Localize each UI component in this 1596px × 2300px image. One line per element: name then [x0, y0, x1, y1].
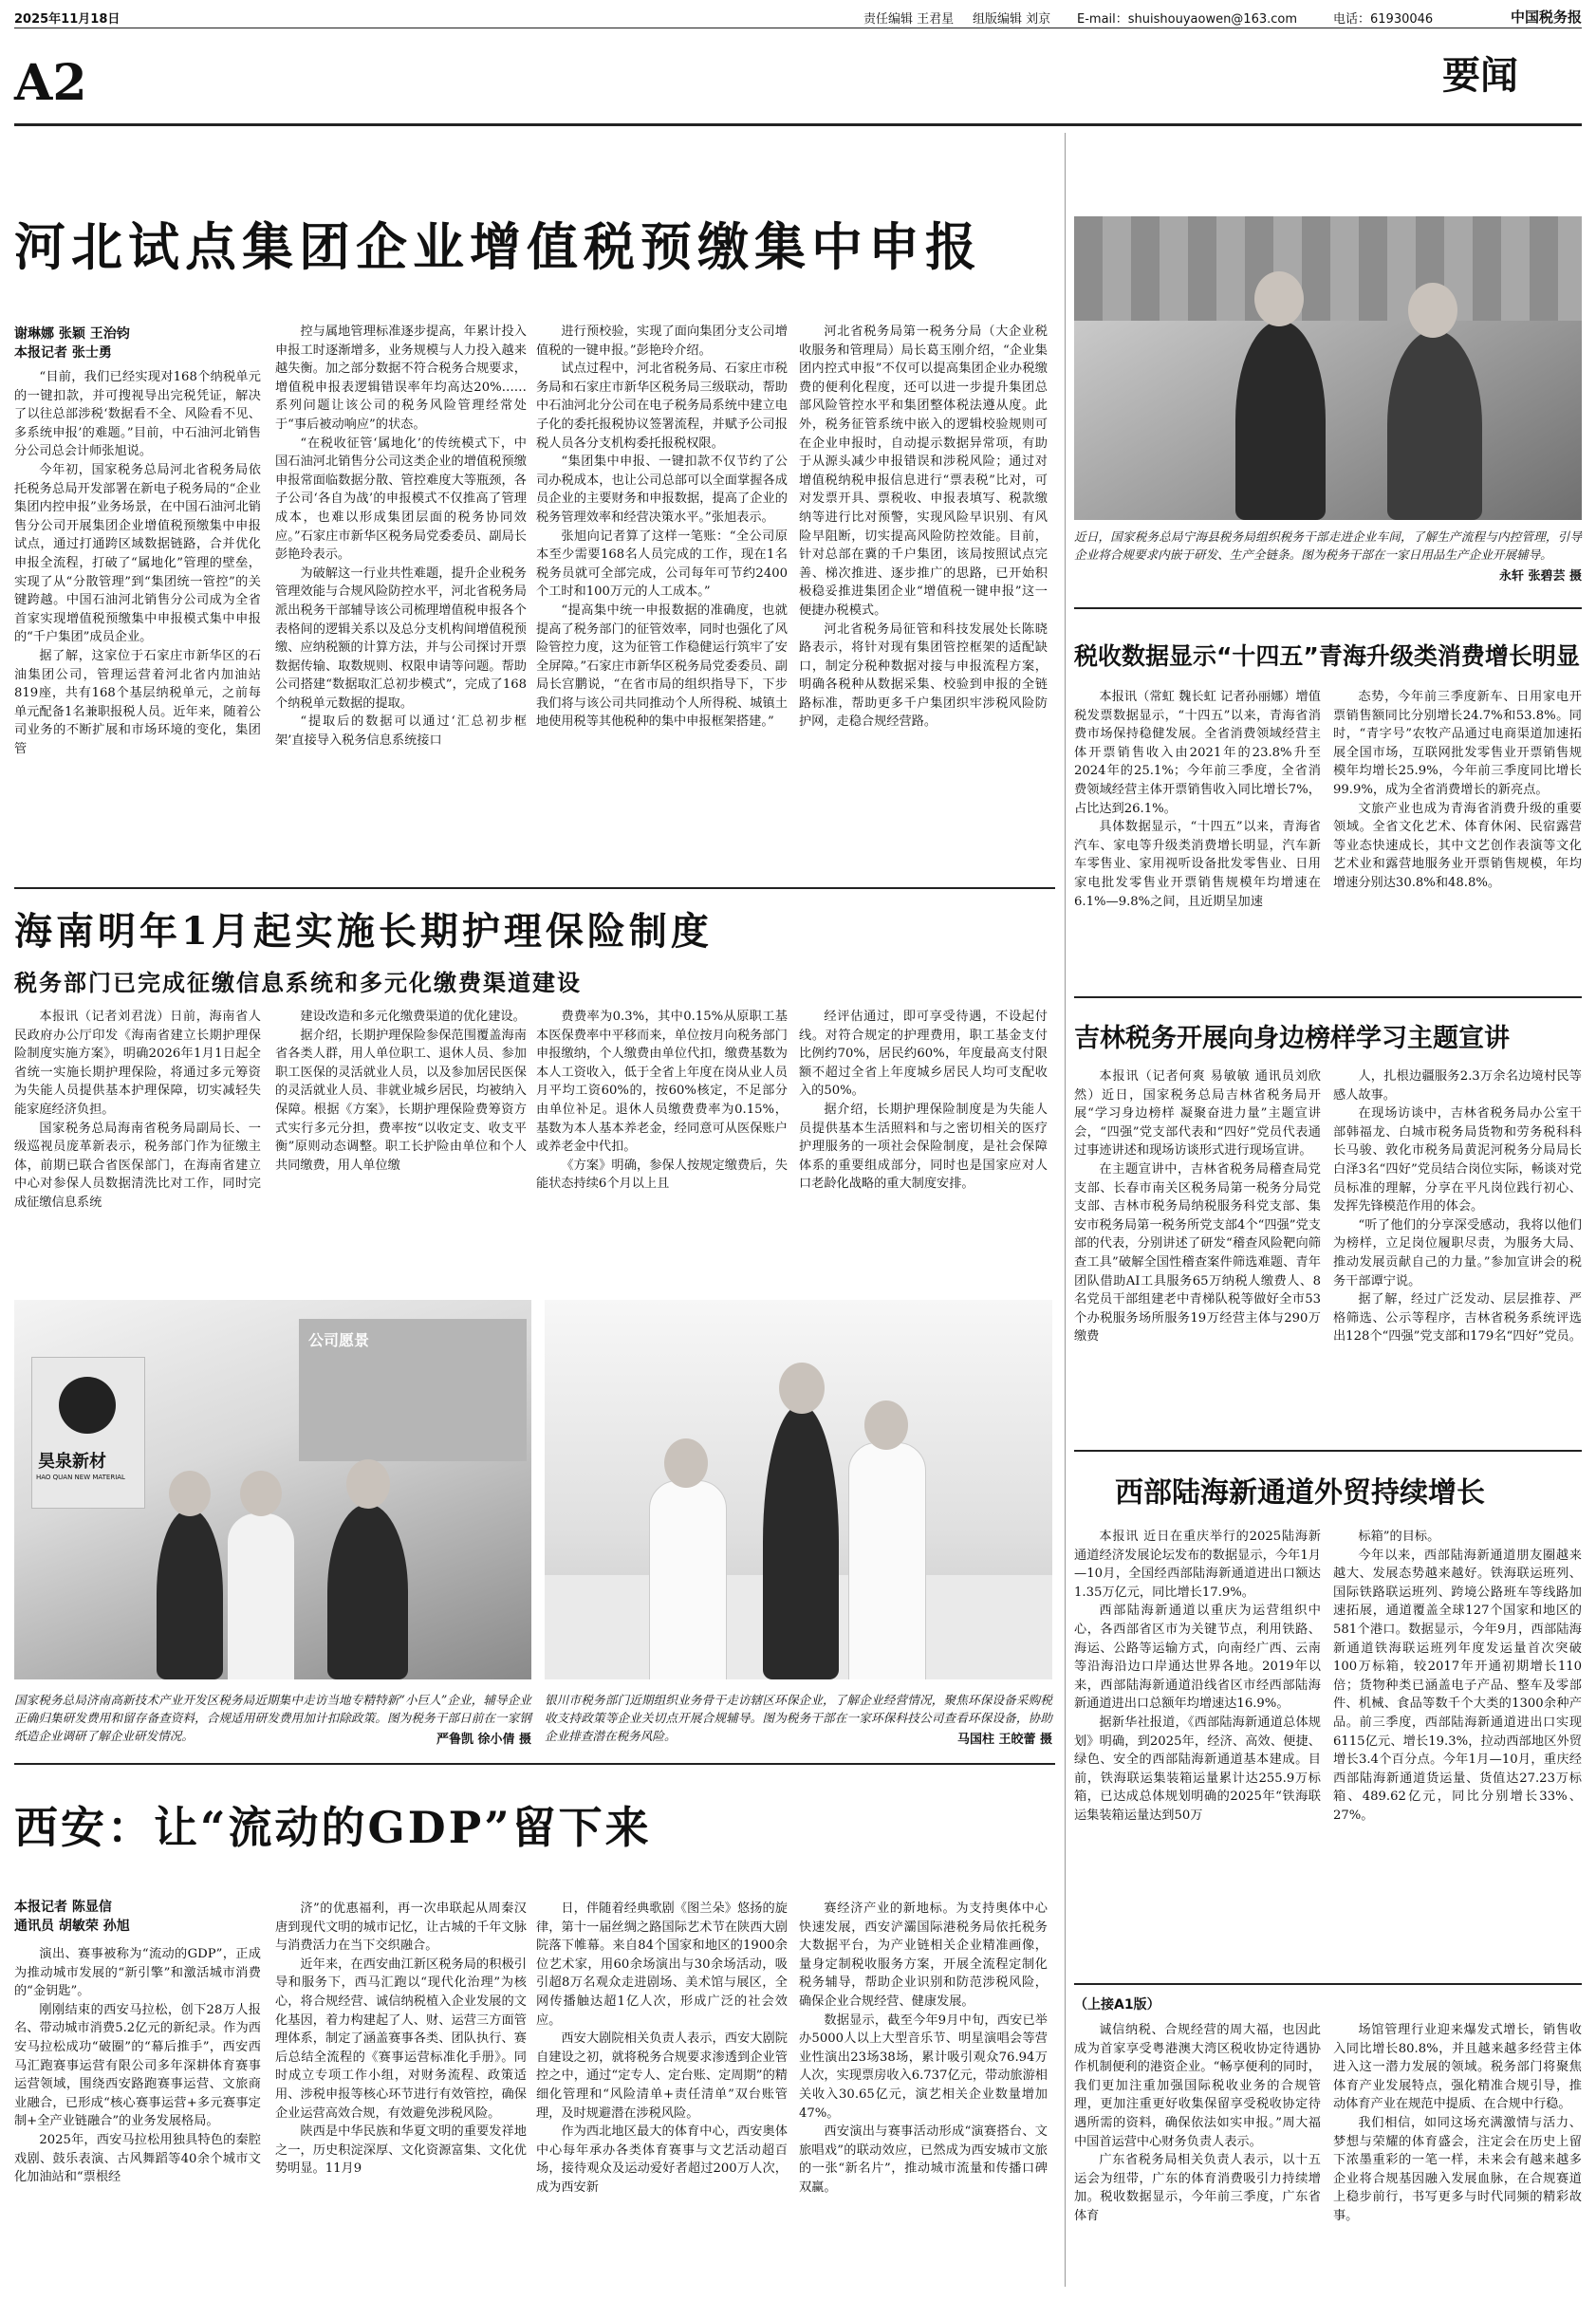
- person-head: [864, 1400, 908, 1450]
- paragraph: 张旭向记者算了这样一笔账：“全公司原本至少需要168名人员完成的工作，现在1名税务员就可全部完成，公司每年可节约2400个工时和100万元的人工成本。”: [536, 529, 788, 600]
- photo2-credit: 马国柱 王皎蕾 摄: [956, 1733, 1052, 1747]
- paragraph: 今年以来，西部陆海新通道朋友圈越来越大、发展态势越来越好。铁海联运班列、国际铁路联运班列、跨境公路班车等线路加速拓展，通道覆盖全球127个国家和地区的581个港口。数据显示，今年9月，西部陆海新通道铁海联运班列年度发运量首次突破100万标箱，较2017年开通初期增长110倍；货物种类已涵盖电子产品、整车及零部件、机械、食品等数千个大类的1300余种产品。前三季度，西部陆海新通道进出口实现6115亿元、增长19.3%，拉动西部地区外贸增长3.4个百分点。今年1月—10月，重庆经西部陆海新通道货运量、货值达27.23万标箱、489.62亿元，同比分别增长33%、27%。: [1333, 1548, 1582, 1823]
- header-designer: 组版编辑 刘京: [973, 12, 1051, 27]
- person-head: [779, 1363, 825, 1414]
- paragraph: 西部陆海新通道以重庆为运营组织中心，各西部省区市为关键节点，利用铁路、海运、公路等运输方式，向南经广西、云南等沿海沿边口岸通达世界各地。2019年以来，西部陆海新通道沿线省区市经西部陆海新通道进出口总额年均增速达16.9%。: [1074, 1604, 1321, 1712]
- paragraph: 2025年，西安马拉松用独具特色的秦腔戏剧、鼓乐表演、古风舞蹈等40余个城市文化加油站和“票根经: [14, 2132, 261, 2185]
- article3-title: 西安：让“流动的GDP”留下来: [14, 1802, 652, 1853]
- paragraph: “目前，我们已经实现对168个纳税单元的一键扣款，并可搜视导出完税凭证，解决了以往总部涉税‘数据看不全、风险看不见、多系统申报’的难题。”目前，中石油河北销售分公司总会计师张旭说。: [14, 370, 261, 459]
- paragraph: 建设改造和多元化缴费渠道的优化建设。: [300, 1010, 526, 1024]
- right-rule-3: [1074, 1450, 1582, 1452]
- paragraph: 标箱”的目标。: [1358, 1530, 1440, 1544]
- person-head: [169, 1471, 211, 1516]
- photo3-caption: 近日，国家税务总局宁海县税务局组织税务干部走进企业车间，了解生产流程与内控管理，引导企业将合规要求内嵌于研发、生产全链条。图为税务干部在一家日用品生产企业开展辅导。: [1074, 529, 1582, 562]
- article1-col2: [275, 323, 527, 873]
- paragraph: 据新华社报道，《西部陆海新通道总体规划》明确，到2025年，经济、高效、便捷、绿色、安全的西部陆海新通道基本建成。目前，铁海联运集装箱运量累计达255.9万标箱，已达成总体规划明确的2025年“铁海联运集装箱运量达到50万: [1074, 1715, 1321, 1823]
- paragraph: 作为西北地区最大的体育中心，西安奥体中心每年承办各类体育赛事与文艺活动超百场，接待观众及运动爱好者超过200万人次，成为西安新: [536, 2124, 788, 2195]
- paragraph: 本报讯（记者刘君泷）日前，海南省人民政府办公厅印发《海南省建立长期护理保险制度实施方案》，明确2026年1月1日起全省统一实施长期护理保险，将通过多元筹资为失能人员提供基本护理保障，切实减轻失能家庭经济负担。: [14, 1010, 261, 1117]
- continued-col1: [1074, 2021, 1321, 2291]
- side1-title: 税收数据显示“十四五”青海升级类消费增长明显: [1074, 642, 1580, 670]
- paragraph: 费费率为0.3%，其中0.15%从原职工基本医保费率中平移而来，单位按月向税务部门申报缴纳，个人缴费由单位代扣，缴费基数为本人工资收入，低于全省上年度在岗从业人员月平均工资60%的，按60%核定，不足部分由单位补足。退休人员缴费费率为0.15%，基数为本人基本养老金，经同意可从医保账户或养老金中代扣。: [536, 1010, 788, 1155]
- side2-col2: [1333, 1067, 1582, 1442]
- person-head: [240, 1471, 282, 1516]
- continued-col2: [1333, 2021, 1582, 2291]
- paragraph: 我们相信，如同这场充满激情与活力、梦想与荣耀的体育盛会，注定会在历史上留下浓墨重彩的一笔一样，未来会有越来越多企业将合规基因融入发展血脉，在合规赛道上稳步前行，书写更多与时代同频的精彩故事。: [1333, 2115, 1582, 2223]
- person-officer-left: [157, 1509, 223, 1679]
- paragraph: 数据显示，截至今年9月中旬，西安已举办5000人以上大型音乐节、明星演唱会等营业性演出23场38场，累计吸引观众76.94万人次，实现票房收入6.737亿元，带动旅游相关收入30.65亿元，演艺相关企业数量增加47%。: [799, 2012, 1048, 2121]
- right-rule-1: [1074, 607, 1582, 609]
- photo-factory-visit: [1074, 216, 1582, 520]
- header-date: 2025年11月18日: [14, 12, 121, 27]
- person-worker: [1387, 330, 1482, 520]
- paragraph: 试点过程中，河北省税务局、石家庄市税务局和石家庄市新华区税务局三级联动，帮助中石油河北分公司在电子税务局系统中建立电子化的委托报税协议签署流程，并赋予公司报税人员各分支机构委托报税权限。: [536, 362, 788, 451]
- article2-title: 海南明年1月起实施长期护理保险制度: [14, 909, 713, 954]
- paragraph: 态势，今年前三季度新车、日用家电开票销售额同比分别增长24.7%和53.8%。同时，“青字号”农牧产品通过电商渠道加速拓展全国市场，互联网批发零售业开票销售规模年均增长25.9%，今年前三季度同比增长99.9%，成为全省消费增长的新亮点。: [1333, 690, 1582, 797]
- paragraph: 人，扎根边疆服务2.3万余名边境村民等感人故事。: [1333, 1069, 1582, 1103]
- continued-label: （上接A1版）: [1074, 1997, 1160, 2012]
- person-officer-right: [327, 1504, 408, 1679]
- paragraph: “在税收征管‘属地化’的传统模式下，中国石油河北销售分公司这类企业的增值税预缴申报常面临数据分散、管控难度大等瓶颈，各子公司‘各自为战’的申报模式不仅推高了管理成本，也难以形成集团层面的税务协同效应。”石家庄市新华区税务局党委委员、副局长彭艳玲表示。: [275, 436, 527, 563]
- company-name-en: HAO QUAN NEW MATERIAL: [36, 1474, 125, 1481]
- paragraph: 据了解，这家位于石家庄市新华区的石油集团公司，管理运营着河北省内加油站819座，共有168个基层纳税单元，之前每单元配备1名兼职报税人员。近年来，随着公司业务的不断扩展和市场环境的变化，集团管: [14, 648, 261, 756]
- side1-col2: [1333, 688, 1582, 982]
- paragraph: 广东省税务局相关负责人表示，以十五运会为纽带，广东的体育消费吸引力持续增加。税收数据显示，今年前三季度，广东省体育: [1074, 2153, 1321, 2223]
- paragraph: 进行预校验，实现了面向集团分支公司增值税的一键申报。”彭艳玲介绍。: [536, 325, 788, 358]
- article1-col1: [14, 368, 261, 871]
- photo1-caption: 国家税务总局济南高新技术产业开发区税务局近期集中走访当地专精特新“小巨人”企业，辅导企业正确归集研发费用和留存备查资料，合规适用研发费用加计扣除政策。图为税务干部日前在一家钢纸造企业调研了解企业研发情况。: [14, 1693, 531, 1743]
- paragraph: 近年来，在西安曲江新区税务局的积极引导和服务下，西马汇跑以“现代化治理”为核心，将合规经营、诚信纳税植入企业发展的文化基因，着力构建起了人、财、运营三方面管理体系，制定了涵盖赛事各类、团队执行、赛后总结全流程的《赛事运营标准化手册》。同时成立专项工作小组，对财务流程、政策适用、涉税申报等核心环节进行有效管控，确保企业运营高效合规，有效避免涉税风险。: [275, 1957, 527, 2121]
- side1-col1: [1074, 688, 1321, 982]
- article1-col4: [799, 323, 1048, 873]
- company-logo-icon: [59, 1377, 116, 1434]
- side3-title: 西部陆海新通道外贸持续增长: [1115, 1476, 1485, 1510]
- person-officer: [1235, 321, 1326, 520]
- section-title: 要闻: [1442, 54, 1518, 98]
- paragraph: 国家税务总局海南省税务局副局长、一级巡视员庞革新表示，税务部门作为征缴主体，前期已联合省医保部门，在海南省建立中心对参保人员数据清洗比对工作，同时完成征缴信息系统: [14, 1121, 261, 1210]
- header-editor: 责任编辑 王君星: [863, 12, 955, 27]
- person-head: [1254, 271, 1304, 326]
- paragraph: “听了他们的分享深受感动，我将以他们为榜样，立足岗位履职尽责，为服务大局、推动发展贡献自己的力量。”参加宣讲会的税务干部谭宁说。: [1333, 1217, 1582, 1289]
- photo-research-visit: [14, 1300, 531, 1679]
- paragraph: 本报讯（常虹 魏长虹 记者孙丽娜）增值税发票数据显示，“十四五”以来，青海省消费市场保持稳健发展。全省消费领域经营主体开票销售收入由2021年的23.8%升至2024年的25.1%；今年前三季度，全省消费领域经营主体开票销售收入同比增长7%，占比达到26.1%。: [1074, 690, 1321, 816]
- paragraph: 《方案》明确，参保人按规定缴费后，失能状态持续6个月以上且: [536, 1158, 788, 1192]
- photo1-credit: 严鲁凯 徐小倩 摄: [436, 1733, 531, 1747]
- article1-bottom-rule: [14, 887, 1055, 889]
- photo-environmental-visit: [545, 1300, 1052, 1679]
- person-officer: [763, 1404, 839, 1679]
- article3-byline-correspondent: 通讯员 胡敏荣 孙旭: [14, 1919, 130, 1934]
- header-phone: 电话：61930046: [1333, 12, 1434, 27]
- paragraph: 为破解这一行业共性难题，提升企业税务管理效能与合规风险防控水平，河北省税务局派出税务干部辅导该公司梳理增值税申报各个表格间的逻辑关系以及总分支机构间增值税预缴、应纳税额的计算方法，并与公司探讨开票数据传输、取数规则、权限申请等问题。帮助公司搭建“数据取汇总初步模式”，完成了168个纳税单元数据的提取。: [275, 566, 527, 711]
- paragraph: 控与属地管理标准逐步提高，年累计投入申报工时逐渐增多，业务规模与人力投入越来越失衡。加之部分数据不符合税务合规要求，增值税申报表逻辑错误率年均高达20%……系列问题让该公司的税务风险管理经常处于“事后被动响应”的状态。: [275, 325, 527, 432]
- article3-col4: [799, 1900, 1048, 2291]
- paragraph: 本报讯（记者何爽 易敏敏 通讯员刘欣然）近日，国家税务总局吉林省税务局开展“学习身边榜样 凝聚奋进力量”主题宣讲会，“四强”党支部代表和“四好”党员代表通过事迹讲述和现场访谈形式进行现场宣讲。: [1074, 1069, 1321, 1159]
- photos-bottom-rule: [14, 1763, 1055, 1765]
- page-number: A2: [14, 54, 87, 112]
- company-sign: [31, 1357, 145, 1509]
- article3-byline-reporter: 本报记者 陈显信: [14, 1900, 112, 1915]
- paragraph: 陕西是中华民族和华夏文明的重要发祥地之一，历史积淀深厚、文化资源富集、文化优势明显。11月9: [275, 2124, 527, 2177]
- right-column-divider: [1065, 133, 1066, 2287]
- article2-col1: [14, 1008, 261, 1259]
- factory-shelves: [1074, 216, 1582, 321]
- article2-col2: [275, 1008, 527, 1259]
- article2-col3: [536, 1008, 788, 1259]
- right-rule-4: [1074, 1983, 1582, 1985]
- article2-subtitle: 税务部门已完成征缴信息系统和多元化缴费渠道建设: [14, 970, 582, 996]
- article3-col3: [536, 1900, 788, 2291]
- article3-col2: [275, 1900, 527, 2291]
- paragraph: 具体数据显示，“十四五”以来，青海省汽车、家电等升级类消费增长明显，汽车新车零售业、家用视听设备批发零售业、日用家电批发零售业开票销售规模年均增速在6.1%—9.8%之间，且近期呈加速: [1074, 820, 1321, 909]
- paragraph: “提高集中统一申报数据的准确度，也就提高了税务部门的征管效率，同时也强化了风险管控力度，这为征管工作稳健运行筑牢了安全屏障。”石家庄市新华区税务局党委委员、副局长宫鹏说，“在省市局的组织指导下，下步我们将与该公司共同推动个人所得税、城镇土地使用税等其他税种的集中申报框架搭建。”: [536, 603, 788, 730]
- company-name: 昊泉新材: [38, 1452, 106, 1472]
- paragraph: 文旅产业也成为青海省消费升级的重要领域。全省文化艺术、体育休闲、民宿露营等业态快速成长，其中文艺创作表演等文化艺术业和露营地服务业开票销售规模，年均增速分别达30.8%和48.8%。: [1333, 801, 1582, 890]
- paragraph: 据了解，经过广泛发动、层层推荐、严格筛选、公示等程序，吉林省税务系统评选出128个“四强”党支部和179名“四好”党员。: [1333, 1292, 1582, 1345]
- paragraph: 济”的优惠福利，再一次串联起从周秦汉唐到现代文明的城市记忆，让古城的千年文脉与消费活力在当下交织融合。: [275, 1901, 527, 1954]
- side3-col2: [1333, 1528, 1582, 1974]
- paragraph: 刚刚结束的西安马拉松，创下28万人报名、带动城市消费5.2亿元的新纪录。作为西安马拉松成功“破圈”的“幕后推手”，西安西马汇跑赛事运营有限公司多年深耕体育赛事运营领域，围绕西安路跑赛事运营、文旅商业融合，已形成“核心赛事运营+多元赛事定制+全产业链融合”的业务发展格局。: [14, 2002, 261, 2129]
- photo2-caption: 银川市税务部门近期组织业务骨干走访辖区环保企业，了解企业经营情况，聚焦环保设备采购税收支持政策等企业关切点开展合规辅导。图为税务干部在一家环保科技公司查看环保设备，协助企业排查潜在税务风险。: [545, 1693, 1052, 1743]
- person-head: [664, 1438, 708, 1488]
- paragraph: 诚信纳税、合规经营的周大福，也因此成为首家享受粤港澳大湾区税收协定待遇协作机制便利的港资企业。“畅享便利的同时，我们更加注重加强国际税收业务的合规管理，更加注重更好收集保留享受税收协定待遇所需的资料，确保依法如实申报。”周大福中国首运营中心财务负责人表示。: [1074, 2023, 1321, 2149]
- person-head: [346, 1459, 390, 1509]
- page-header: [14, 6, 1582, 28]
- paragraph: “提取后的数据可以通过‘汇总初步框架’直接导入税务信息系统接口: [275, 714, 527, 749]
- header-paper: 中国税务报: [1510, 9, 1582, 26]
- article1-title: 河北试点集团企业增值税预缴集中申报: [14, 216, 982, 277]
- paragraph: 河北省税务局征管和科技发展处长陈晓路表示，将针对现有集团管控框架的适配缺口，制定分税种数据对接与申报流程方案，明确各税种从数据采集、校验到申报的全链路标准，帮助更多千户集团织牢涉税风险防护网，走稳合规经营路。: [799, 621, 1048, 730]
- paragraph: 在现场访谈中，吉林省税务局办公室干部韩福龙、白城市税务局货物和劳务税科科长马骏、敦化市税务局黄泥河税务分局局长白泽3名“四好”党员结合岗位实际，畅谈对党员标准的理解，分享在平凡岗位践行初心、发挥先锋模范作用的体会。: [1333, 1106, 1582, 1215]
- person-worker-shirt: [228, 1513, 294, 1679]
- person-lab-worker: [848, 1442, 926, 1679]
- paragraph: 今年初，国家税务总局河北省税务局依托税务总局开发部署在新电子税务局的“企业集团内控申报”业务场景，在中国石油河北销售分公司开展集团企业增值税预缴集中申报试点，通过打通跨区域数据链路，合并优化申报全流程，打破了“属地化”管理的壁垒，实现了从“分散管理”到“集团统一管控”的关键跨越。中国石油河北销售分公司成为全省首家实现增值税预缴集中申报模式集中申报的“千户集团”成员企业。: [14, 462, 261, 645]
- paragraph: 在主题宣讲中，吉林省税务局稽查局党支部、长春市南关区税务局第一税务分局党支部、吉林市税务局纳税服务科党支部、集安市税务局第一税务所党支部4个“四强”党支部的代表，分别讲述了研发“稽查风险靶向筛查工具”破解全国性稽查案件筛选难题、青年团队借助AI工具服务65万纳税人缴费人、8名党员干部组建老中青梯队税等做好全市53个办税服务场所服务19万经营主体与290万缴费: [1074, 1161, 1321, 1345]
- header-email: E-mail：shuishouyaowen@163.com: [1077, 12, 1298, 27]
- paragraph: 西安大剧院相关负责人表示，西安大剧院自建设之初，就将税务合规要求渗透到企业管控之中，通过“定专人、定台账、定周期”的精细化管理和“风险清单+责任清单”双台账管理，及时规避潜在涉税风险。: [536, 2031, 788, 2121]
- side2-col1: [1074, 1067, 1321, 1442]
- paragraph: 据介绍，长期护理保险制度是为失能人员提供基本生活照料和与之密切相关的医疗护理服务的一项社会保险制度，是社会保障体系的重要组成部分，同时也是国家应对人口老龄化战略的重大制度安排。: [799, 1102, 1048, 1192]
- side3-col1: [1074, 1528, 1321, 1974]
- person-head: [1408, 283, 1457, 338]
- paragraph: 日，伴随着经典歌剧《图兰朵》悠扬的旋律，第十一届丝绸之路国际艺术节在陕西大剧院落下帷幕。来自84个国家和地区的1900余位艺术家，用60余场演出与30余场活动，吸引超8万名观众走进剧场、美术馆与展区，全网传播触达超1亿人次，形成广泛的社会效应。: [536, 1901, 788, 2028]
- paragraph: 赛经济产业的新地标。为支持奥体中心快速发展，西安浐灞国际港税务局依托税务大数据平台，为产业链相关企业精准画像，量身定制税收服务方案，开展全流程定制化税务辅导，帮助企业识别和防范涉税风险，确保企业合规经营、健康发展。: [799, 1901, 1048, 2009]
- header-divider: [14, 123, 1582, 126]
- photo3-credit: 永轩 张碧芸 摄: [1498, 569, 1582, 584]
- paragraph: 河北省税务局第一税务分局（大企业税收服务和管理局）局长葛玉刚介绍，“企业集团内控式申报”不仅可以提高集团企业办税缴费的便利化程度，还可以进一步提升集团总部风险管控水平和集团整体税法遵从度。此外，税务征管系统中嵌入的逻辑校验规则可在企业申报时，自动提示数据异常项，有助于从源头减少申报错误和涉税风险；通过对增值税纳税申报信息进行“票表税”比对，可对发票开具、票税收、申报表填写、税款缴纳等进行比对预警，实现风险早识别、有风险早阻断，切实提高风险防控效能。目前，针对总部在冀的千户集团，该局按照试点完善、梯次推进、逐步推广的思路，已开始积极稳妥推进集团企业“增值税一键申报”这一便捷办税模式。: [799, 325, 1048, 618]
- paragraph: 西安演出与赛事活动形成“演赛搭台、文旅唱戏”的联动效应，已然成为西安城市文旅的一张“新名片”，推动城市流量和传播口碑双赢。: [799, 2124, 1048, 2195]
- paragraph: 场馆管理行业迎来爆发式增长，销售收入同比增长80.8%，并且越来越多经营主体进入这一潜力发展的领域。税务部门将聚焦体育产业发展特点，强化精准合规引导，推动体育产业在规范中提质、在合规中行稳。: [1333, 2023, 1582, 2112]
- paragraph: “集团集中申报、一键扣款不仅节约了公司办税成本，也让公司总部可以全面掌握各成员企业的主要财务和申报数据，提高了企业的税务管理效率和经营决策水平。”张旭表示。: [536, 454, 788, 525]
- side2-title: 吉林税务开展向身边榜样学习主题宣讲: [1074, 1024, 1510, 1053]
- article1-byline-reporter: 本报记者 张士勇: [14, 345, 112, 361]
- article1-byline-authors: 谢琳娜 张颖 王治钧: [14, 326, 130, 342]
- paragraph: 经评估通过，即可享受待遇，不设起付线。对符合规定的护理费用，职工基金支付比例约70%，居民约60%，年度最高支付限额不超过全省上年度城乡居民人均可支配收入的50%。: [799, 1010, 1048, 1099]
- article3-col1: [14, 1945, 261, 2291]
- person-lab-worker: [649, 1480, 727, 1679]
- paragraph: 本报讯 近日在重庆举行的2025陆海新通道经济发展论坛发布的数据显示，今年1月—10月，全国经西部陆海新通道进出口额达1.35万亿元，同比增长17.9%。: [1074, 1530, 1321, 1600]
- paragraph: 据介绍，长期护理保险参保范围覆盖海南省各类人群，用人单位职工、退休人员、参加职工医保的灵活就业人员，以及参加居民医保的灵活就业人员、非就业城乡居民，均被纳入保障。根据《方案》，长期护理保险费筹资方式实行多元分担，费率按“以收定支、收支平衡”原则动态调整。职工长护险由单位和个人共同缴费，用人单位缴: [275, 1028, 527, 1173]
- paragraph: 演出、赛事被称为“流动的GDP”，正成为推动城市发展的“新引擎”和激活城市消费的“金钥匙”。: [14, 1947, 261, 1999]
- wall-panel-text: 公司愿景: [308, 1331, 370, 1349]
- article1-col3: [536, 323, 788, 873]
- right-rule-2: [1074, 996, 1582, 998]
- wall-panel: [299, 1319, 527, 1461]
- article2-col4: [799, 1008, 1048, 1259]
